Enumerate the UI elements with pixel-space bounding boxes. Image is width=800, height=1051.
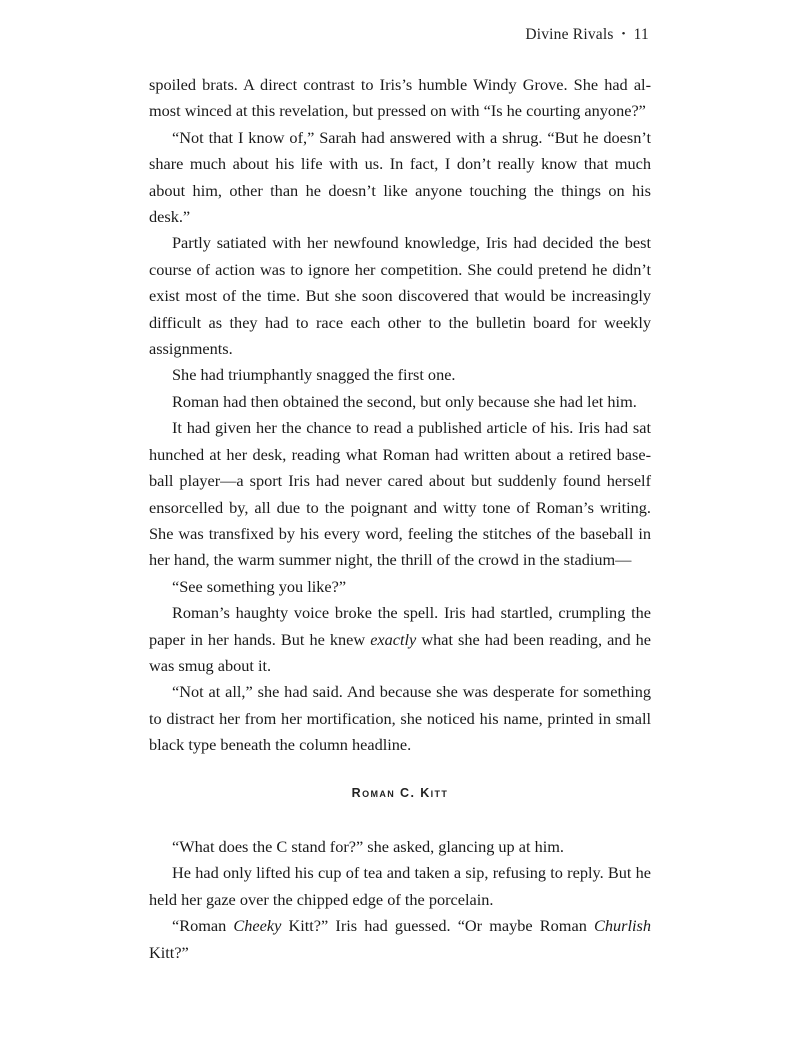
- paragraph: He had only lifted his cup of tea and taken a sip, refusing to reply. But he held her gaze over the chipped edge of the porcelain.: [149, 863, 651, 909]
- paragraph: “See something you like?”: [172, 576, 347, 596]
- body-text-top: [149, 72, 651, 759]
- body-text-bottom: [149, 834, 651, 966]
- page-number: 11: [633, 26, 649, 43]
- paragraph: “Not at all,” she had said. And because she was desperate for something to distract her from her mortification, she noticed his name, printed in small black type beneath the column headline.: [149, 682, 651, 755]
- paragraph-segment: Kitt?”: [149, 942, 189, 962]
- header-separator: •: [621, 28, 626, 40]
- byline-heading: Roman C. Kitt: [351, 786, 449, 800]
- paragraph: Partly satiated with her newfound knowledge, Iris had decided the best course of action was to ignore her competition. She could pretend he didn’t exist most of the time. But she soon discovered that would be increasingly difficult as they had to race each other to the bulletin board for weekly assignments.: [149, 233, 651, 359]
- running-header: [525, 26, 649, 44]
- paragraph: [149, 913, 651, 966]
- paragraph-segment: “Roman: [172, 916, 234, 936]
- paragraph: It had given her the chance to read a published article of his. Iris had sat hunched at her desk, reading what Roman had written about a retired base-ball player—a sport Iris had never cared about but suddenly found herself ensorcelled by, all due to the poignant and witty tone of Roman’s writing. She was transfixed by his every word, feeling the stitches of the baseball in her hand, the warm summer night, the thrill of the crowd in the stadium—: [149, 418, 651, 570]
- paragraph: “Not that I know of,” Sarah had answered with a shrug. “But he doesn’t share much about his life with us. In fact, I don’t really know that much about him, other than he doesn’t like anyone touching the things on his desk.”: [149, 127, 651, 227]
- paragraph: spoiled brats. A direct contrast to Iris’s humble Windy Grove. She had al-most winced at this revelation, but pressed on with “Is he courting anyone?”: [149, 75, 651, 121]
- emphasis-text: Churlish: [594, 916, 652, 936]
- paragraph-segment: Roman’s haughty voice broke the spell. Iris had startled, crumpling the paper in her hands. But he knew: [149, 603, 651, 649]
- emphasis-text: exactly: [370, 629, 417, 649]
- paragraph: Roman had then obtained the second, but only because she had let him.: [172, 391, 637, 411]
- paragraph: She had triumphantly snagged the first one.: [172, 365, 456, 385]
- paragraph: “What does the C stand for?” she asked, glancing up at him.: [172, 837, 564, 856]
- paragraph-segment: Kitt?” Iris had guessed. “Or maybe Roman: [281, 916, 594, 936]
- paragraph: [149, 600, 651, 679]
- emphasis-text: Cheeky: [233, 916, 282, 936]
- book-title: Divine Rivals: [525, 26, 614, 43]
- paragraph-segment: what she had been reading, and he was smug about it.: [149, 629, 651, 675]
